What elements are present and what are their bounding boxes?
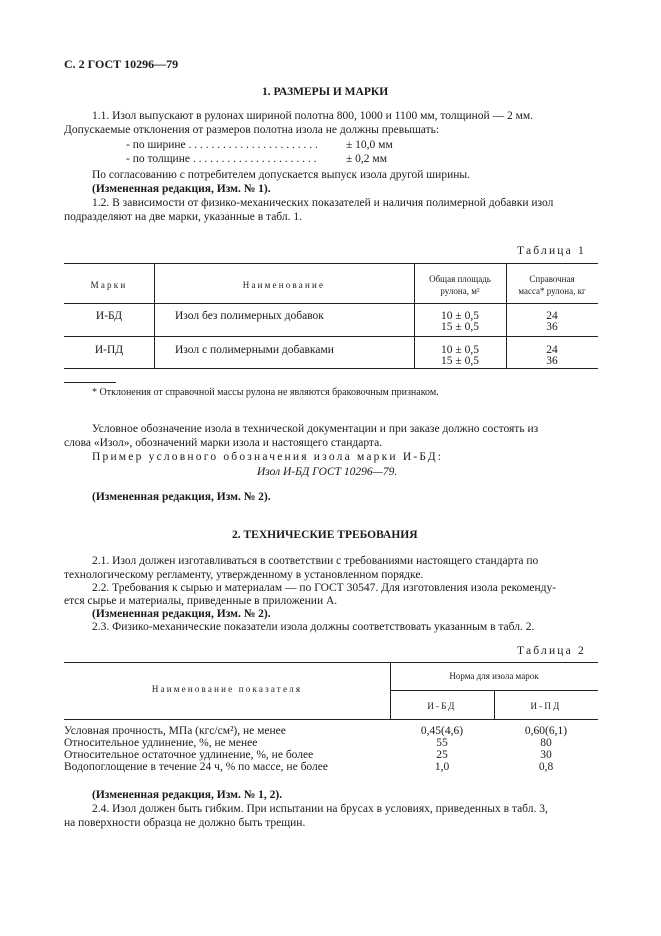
edit-note-4: (Измененная редакция, Изм. № 1, 2). bbox=[92, 789, 283, 801]
paragraph-2-1: 2.1. Изол должен изготавливаться в соответствии с требованиями настоящего стандарта по bbox=[92, 555, 539, 567]
deviation-thickness-value: ± 0,2 мм bbox=[346, 153, 387, 165]
paragraph-2-2-cont: ется сырье и материалы, приведенные в приложении А. bbox=[64, 595, 338, 607]
table-1-row-2-mass-1: 24 bbox=[546, 344, 558, 356]
table-2-header-border bbox=[64, 719, 598, 720]
table-2-row-1-ibd: 0,45(4,6) bbox=[420, 725, 464, 737]
section-2-title: 2. ТЕХНИЧЕСКИЕ ТРЕБОВАНИЯ bbox=[232, 529, 418, 541]
paragraph-2-2: 2.2. Требования к сырью и материалам — по ГОСТ 30547. Для изготовления изола рекоменду- bbox=[92, 582, 557, 594]
table-2-row-2-ibd: 55 bbox=[436, 737, 448, 749]
table-1-header-area-1: Общая площадь bbox=[429, 274, 491, 284]
designation-example: Изол И-БД ГОСТ 10296—79. bbox=[257, 466, 398, 478]
edit-note-3: (Измененная редакция, Изм. № 2). bbox=[92, 608, 271, 620]
table-1-row-2-mark: И-ПД bbox=[94, 344, 124, 356]
table-1-row-2-mass-2: 36 bbox=[546, 355, 558, 367]
table-1-row-2-area-1: 10 ± 0,5 bbox=[441, 344, 479, 356]
table-1-header-area-2: рулона, м² bbox=[440, 286, 480, 296]
table-1-header-border bbox=[64, 303, 598, 304]
table-2-row-2-name: Относительное удлинение, %, не менее bbox=[64, 737, 258, 749]
table-1-row-1-area-2: 15 ± 0,5 bbox=[441, 321, 479, 333]
designation-example-label: Пример условного обозначения изола марки И-БД: bbox=[92, 451, 444, 463]
paragraph-2-3: 2.3. Физико-механические показатели изола должны соответствовать указанным в табл. 2. bbox=[92, 621, 535, 633]
paragraph-1-2: 1.2. В зависимости от физико-механических показателей и наличия полимерной добавки изол bbox=[92, 197, 554, 209]
table-1-row-1-area-1: 10 ± 0,5 bbox=[441, 310, 479, 322]
table-1-row-1-mass-1: 24 bbox=[546, 310, 558, 322]
deviation-width-value: ± 10,0 мм bbox=[346, 139, 393, 151]
table-1-top-border bbox=[64, 263, 598, 264]
edit-note-2: (Измененная редакция, Изм. № 2). bbox=[92, 491, 271, 503]
table-2-row-3-name: Относительное остаточное удлинение, %, не более bbox=[64, 749, 314, 761]
table-2-row-1-ipd: 0,60(6,1) bbox=[524, 725, 568, 737]
paragraph-2-4-cont: на поверхности образца не должно быть трещин. bbox=[64, 817, 306, 829]
table-1-caption: Таблица 1 bbox=[517, 245, 586, 257]
designation-text-cont: слова «Изол», обозначений марки изола и настоящего стандарта. bbox=[64, 437, 383, 449]
table-1-header-name: Наименование bbox=[242, 280, 326, 290]
table-1-header-marks: Марки bbox=[90, 280, 128, 290]
table-1-header-mass-2: масса* рулона, кг bbox=[518, 286, 586, 296]
table-2-row-4-ibd: 1,0 bbox=[434, 761, 450, 773]
paragraph-2-4: 2.4. Изол должен быть гибким. При испытании на брусах в условиях, приведенных в табл. 3, bbox=[92, 803, 548, 815]
table-2-header-ipd: И-ПД bbox=[530, 701, 562, 711]
table-2-caption: Таблица 2 bbox=[517, 645, 586, 657]
section-1-title: 1. РАЗМЕРЫ И МАРКИ bbox=[262, 86, 389, 98]
table-1-col-divider-1 bbox=[154, 263, 155, 368]
table-1-row-divider bbox=[64, 336, 598, 337]
table-1-footnote: * Отклонения от справочной массы рулона не являются браковочным признаком. bbox=[92, 387, 439, 398]
table-2-row-3-ipd: 30 bbox=[540, 749, 552, 761]
table-1-row-1-mass-2: 36 bbox=[546, 321, 558, 333]
table-2-top-border bbox=[64, 662, 598, 663]
deviation-thickness-label: - по толщине . . . . . . . . . . . . . . . . . . . . . . bbox=[126, 153, 317, 165]
table-1-row-2-area-2: 15 ± 0,5 bbox=[441, 355, 479, 367]
table-2-row-4-name: Водопоглощение в течение 24 ч, % по массе, не более bbox=[64, 761, 328, 773]
table-2-header-indicator: Наименование показателя bbox=[151, 684, 303, 694]
agreement-text: По согласованию с потребителем допускается выпуск изола другой ширины. bbox=[92, 169, 470, 181]
paragraph-2-1-cont: технологическому регламенту, утвержденному в установленном порядке. bbox=[64, 569, 424, 581]
paragraph-1-1: 1.1. Изол выпускают в рулонах шириной полотна 800, 1000 и 1100 мм, толщиной — 2 мм. bbox=[92, 110, 533, 122]
table-2-header-ibd: И-БД bbox=[427, 701, 457, 711]
page-header: С. 2 ГОСТ 10296—79 bbox=[64, 57, 179, 71]
edit-note-1: (Измененная редакция, Изм. № 1). bbox=[92, 183, 271, 195]
table-2-row-2-ipd: 80 bbox=[540, 737, 552, 749]
table-1-header-mass-1: Справочная bbox=[529, 274, 575, 284]
table-1-row-1-name: Изол без полимерных добавок bbox=[175, 310, 324, 322]
paragraph-1-2-cont: подразделяют на две марки, указанные в табл. 1. bbox=[64, 211, 302, 223]
footnote-rule bbox=[64, 382, 116, 383]
table-1-bottom-border bbox=[64, 368, 598, 369]
table-2-row-1-name: Условная прочность, МПа (кгс/см²), не менее bbox=[64, 725, 286, 737]
table-2-row-3-ibd: 25 bbox=[436, 749, 448, 761]
table-2-header-norm: Норма для изола марок bbox=[449, 671, 539, 681]
deviation-width-label: - по ширине . . . . . . . . . . . . . . . . . . . . . . . bbox=[126, 139, 318, 151]
designation-text: Условное обозначение изола в технической документации и при заказе должно состоять из bbox=[92, 423, 539, 435]
table-2-row-4-ipd: 0,8 bbox=[538, 761, 554, 773]
table-1-row-1-mark: И-БД bbox=[95, 310, 123, 322]
table-1-row-2-name: Изол с полимерными добавками bbox=[175, 344, 334, 356]
paragraph-1-1-deviations: Допускаемые отклонения от размеров полотна изола не должны превышать: bbox=[64, 124, 440, 136]
